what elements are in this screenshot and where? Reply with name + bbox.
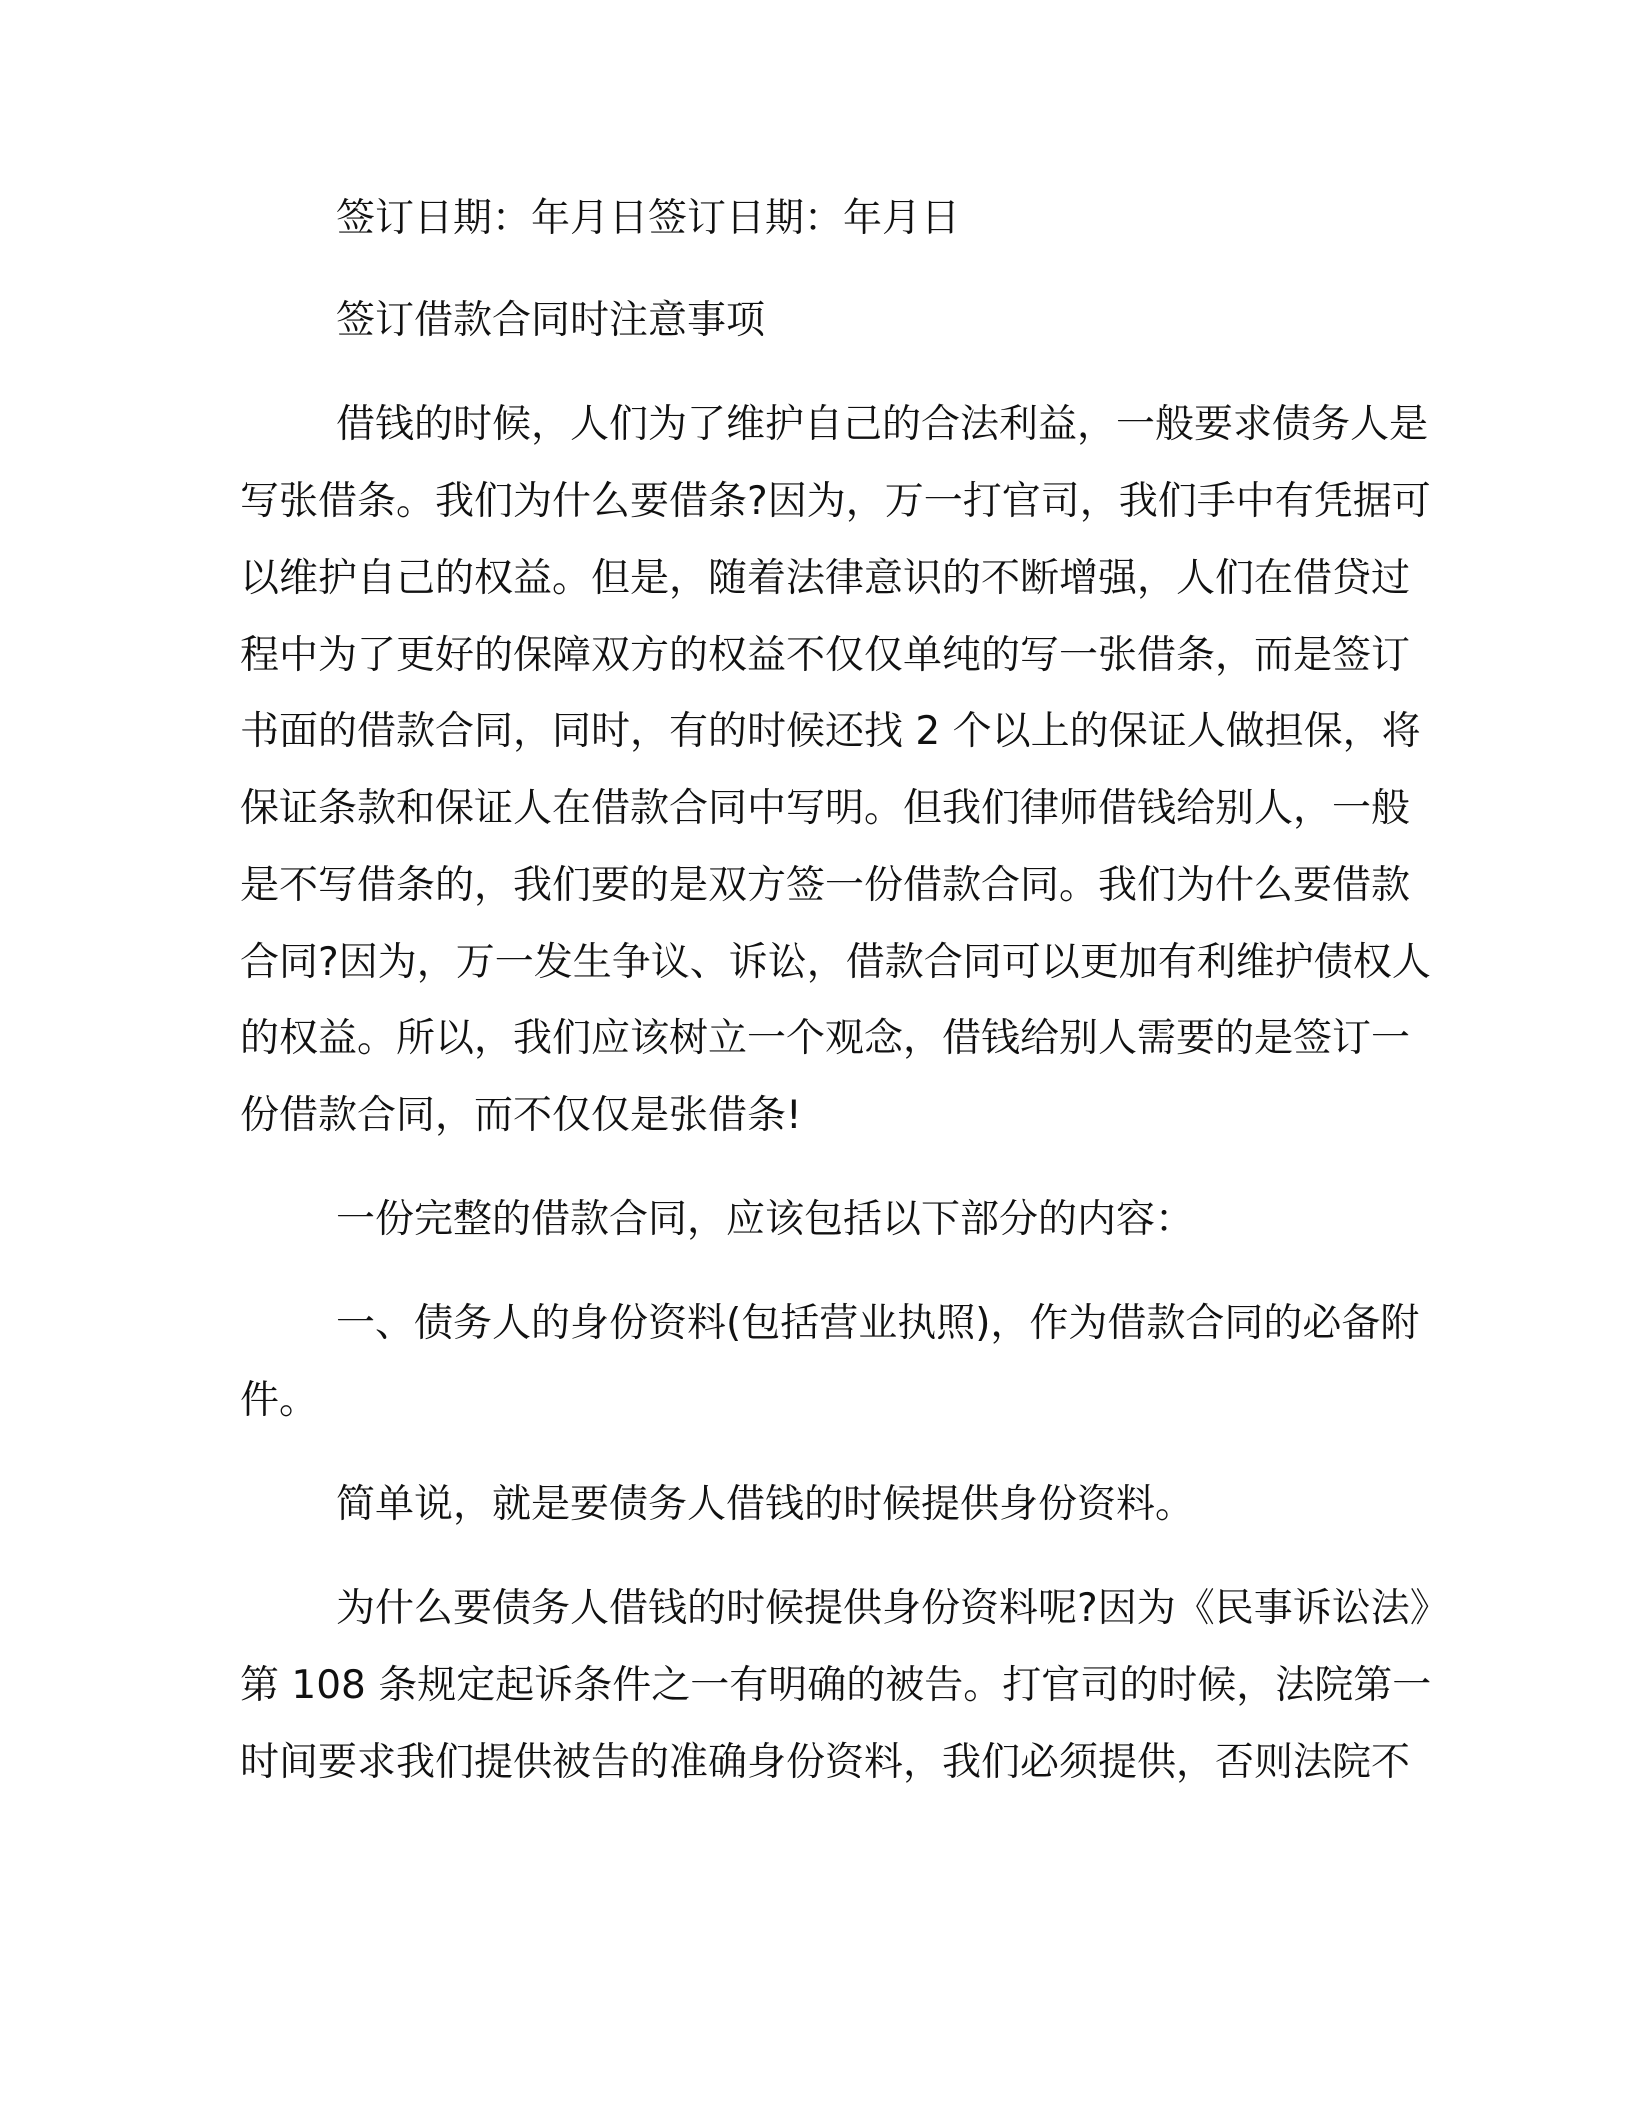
paragraph-line: 一份完整的借款合同，应该包括以下部分的内容：	[336, 1197, 1195, 1242]
paragraph-line: 保证条款和保证人在借款合同中写明。但我们律师借钱给别人，一般	[240, 786, 1411, 831]
paragraph-line: 为什么要债务人借钱的时候提供身份资料呢?因为《民事诉讼法》	[336, 1586, 1449, 1631]
paragraph-line: 借钱的时候，人们为了维护自己的合法利益，一般要求债务人是	[336, 402, 1429, 447]
paragraph-line: 的权益。所以，我们应该树立一个观念，借钱给别人需要的是签订一	[240, 1016, 1411, 1061]
paragraph-line: 份借款合同，而不仅仅是张借条!	[240, 1093, 802, 1138]
paragraph-line: 写张借条。我们为什么要借条?因为，万一打官司，我们手中有凭据可	[240, 479, 1431, 524]
paragraph-line: 时间要求我们提供被告的准确身份资料，我们必须提供，否则法院不	[240, 1740, 1411, 1785]
paragraph-line: 第 108 条规定起诉条件之一有明确的被告。打官司的时候，法院第一	[240, 1663, 1432, 1708]
paragraph-line: 简单说，就是要债务人借钱的时候提供身份资料。	[336, 1482, 1195, 1527]
paragraph-line: 以维护自己的权益。但是，随着法律意识的不断增强，人们在借贷过	[240, 556, 1411, 601]
signing-date-line: 签订日期：年月日签订日期：年月日	[336, 196, 961, 241]
section-heading: 签订借款合同时注意事项	[336, 298, 766, 343]
paragraph-line: 是不写借条的，我们要的是双方签一份借款合同。我们为什么要借款	[240, 863, 1411, 908]
list-item-line: 件。	[240, 1378, 319, 1423]
paragraph-line: 书面的借款合同，同时，有的时候还找 2 个以上的保证人做担保，将	[240, 709, 1421, 754]
paragraph-line: 合同?因为，万一发生争议、诉讼，借款合同可以更加有利维护债权人	[240, 940, 1431, 985]
paragraph-line: 程中为了更好的保障双方的权益不仅仅单纯的写一张借条，而是签订	[240, 633, 1411, 678]
list-item-line: 一、债务人的身份资料(包括营业执照)，作为借款合同的必备附	[336, 1301, 1420, 1346]
